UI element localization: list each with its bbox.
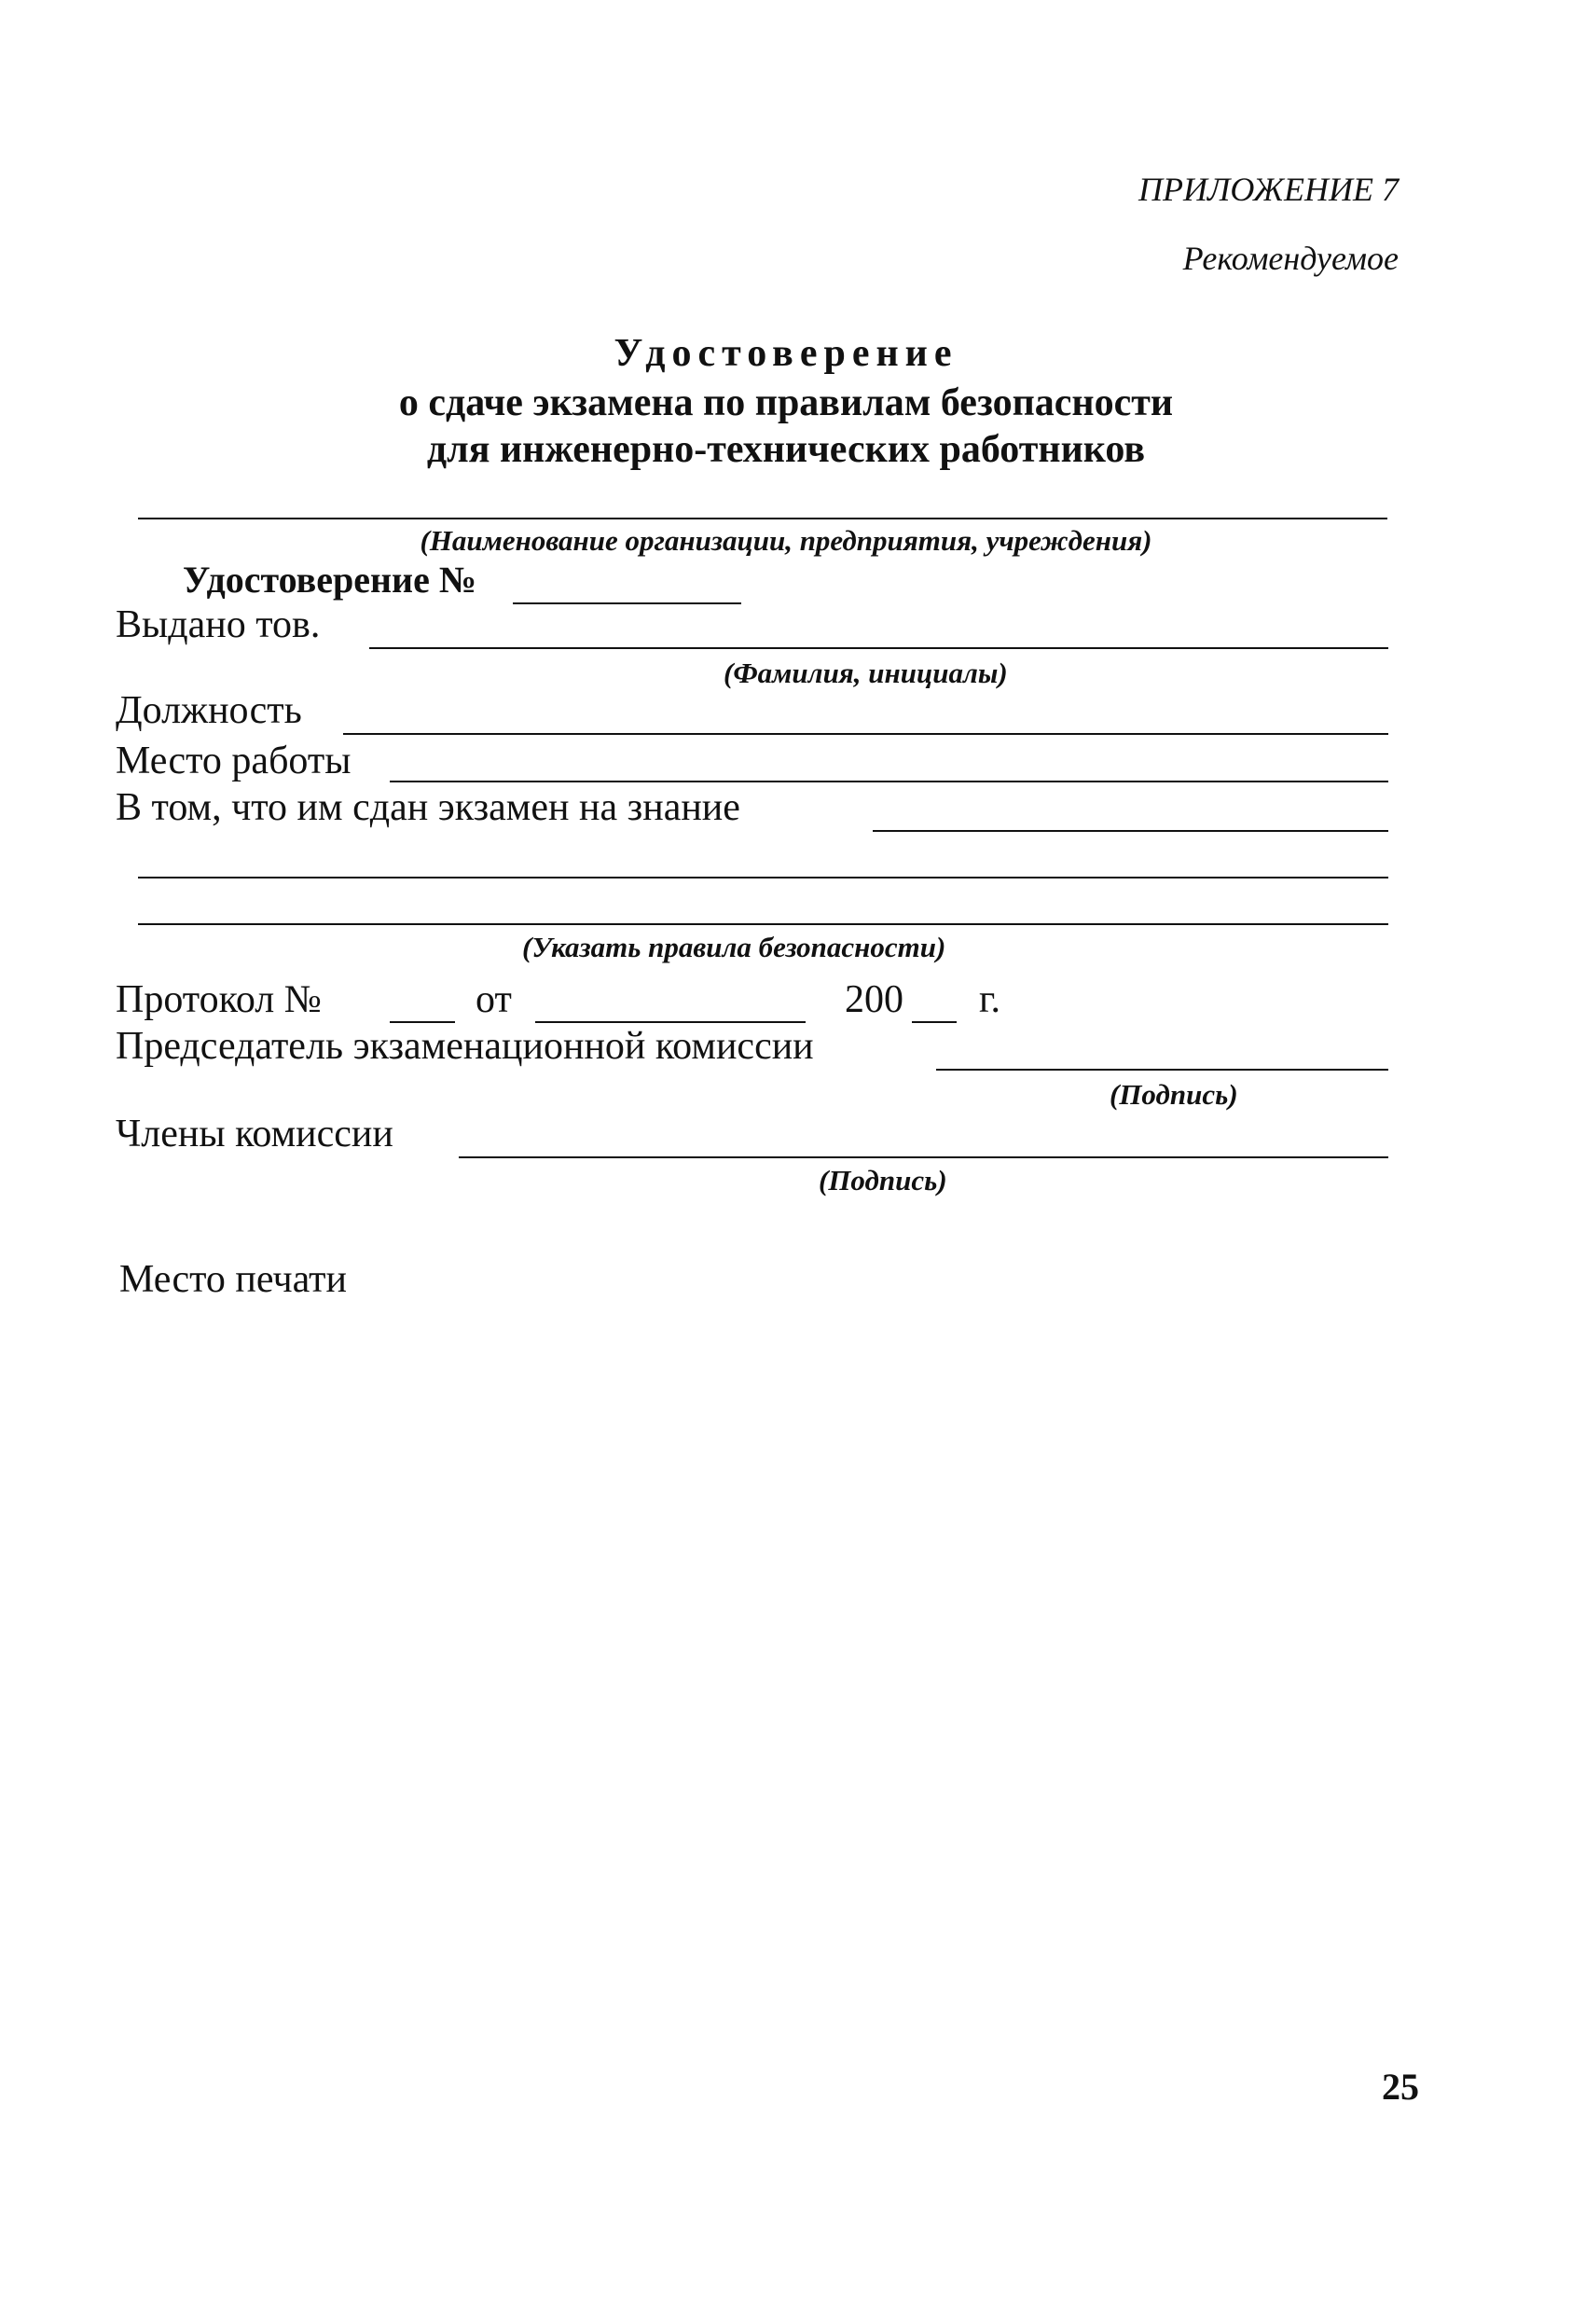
recommended-label: Рекомендуемое	[1182, 240, 1399, 277]
chairman-signature-caption: (Подпись)	[1110, 1078, 1238, 1111]
seal-label: Место печати	[119, 1258, 348, 1301]
document-title: Удостоверение	[614, 332, 958, 375]
name-caption: (Фамилия, инициалы)	[724, 657, 1008, 689]
issued-to-line	[369, 647, 1388, 649]
protocol-number-line	[390, 1021, 455, 1023]
protocol-year-line	[912, 1021, 957, 1023]
rules-line-1	[138, 877, 1388, 878]
certificate-number-label: Удостоверение №	[183, 559, 477, 601]
exam-line	[873, 830, 1388, 832]
rules-line-2	[138, 923, 1388, 925]
exam-label: В том, что им сдан экзамен на знание	[116, 786, 740, 829]
issued-to-label: Выдано тов.	[116, 603, 321, 646]
protocol-date-line	[535, 1021, 806, 1023]
workplace-line	[390, 781, 1388, 782]
protocol-from-label: от	[476, 978, 512, 1021]
chairman-label: Председатель экзаменационной комиссии	[116, 1025, 814, 1068]
certificate-number-line	[513, 602, 741, 604]
document-subtitle-1: о сдаче экзамена по правилам безопасности	[398, 381, 1174, 424]
protocol-label: Протокол №	[116, 978, 322, 1021]
members-signature-caption: (Подпись)	[819, 1164, 947, 1197]
protocol-year-label: 200	[845, 978, 903, 1021]
chairman-signature-line	[936, 1069, 1388, 1071]
workplace-label: Место работы	[116, 740, 352, 782]
rules-caption: (Указать правила безопасности)	[522, 931, 946, 963]
appendix-label: ПРИЛОЖЕНИЕ 7	[1138, 171, 1399, 208]
position-line	[343, 733, 1388, 735]
members-label: Члены комиссии	[116, 1113, 393, 1155]
protocol-year-suffix: г.	[979, 978, 1000, 1021]
organization-line	[138, 518, 1387, 519]
document-subtitle-2: для инженерно-технических работников	[426, 428, 1146, 471]
organization-caption: (Наименование организации, предприятия, учреждения)	[420, 524, 1152, 557]
page-number: 25	[1382, 2066, 1419, 2108]
position-label: Должность	[116, 689, 302, 732]
members-signature-line	[459, 1156, 1388, 1158]
